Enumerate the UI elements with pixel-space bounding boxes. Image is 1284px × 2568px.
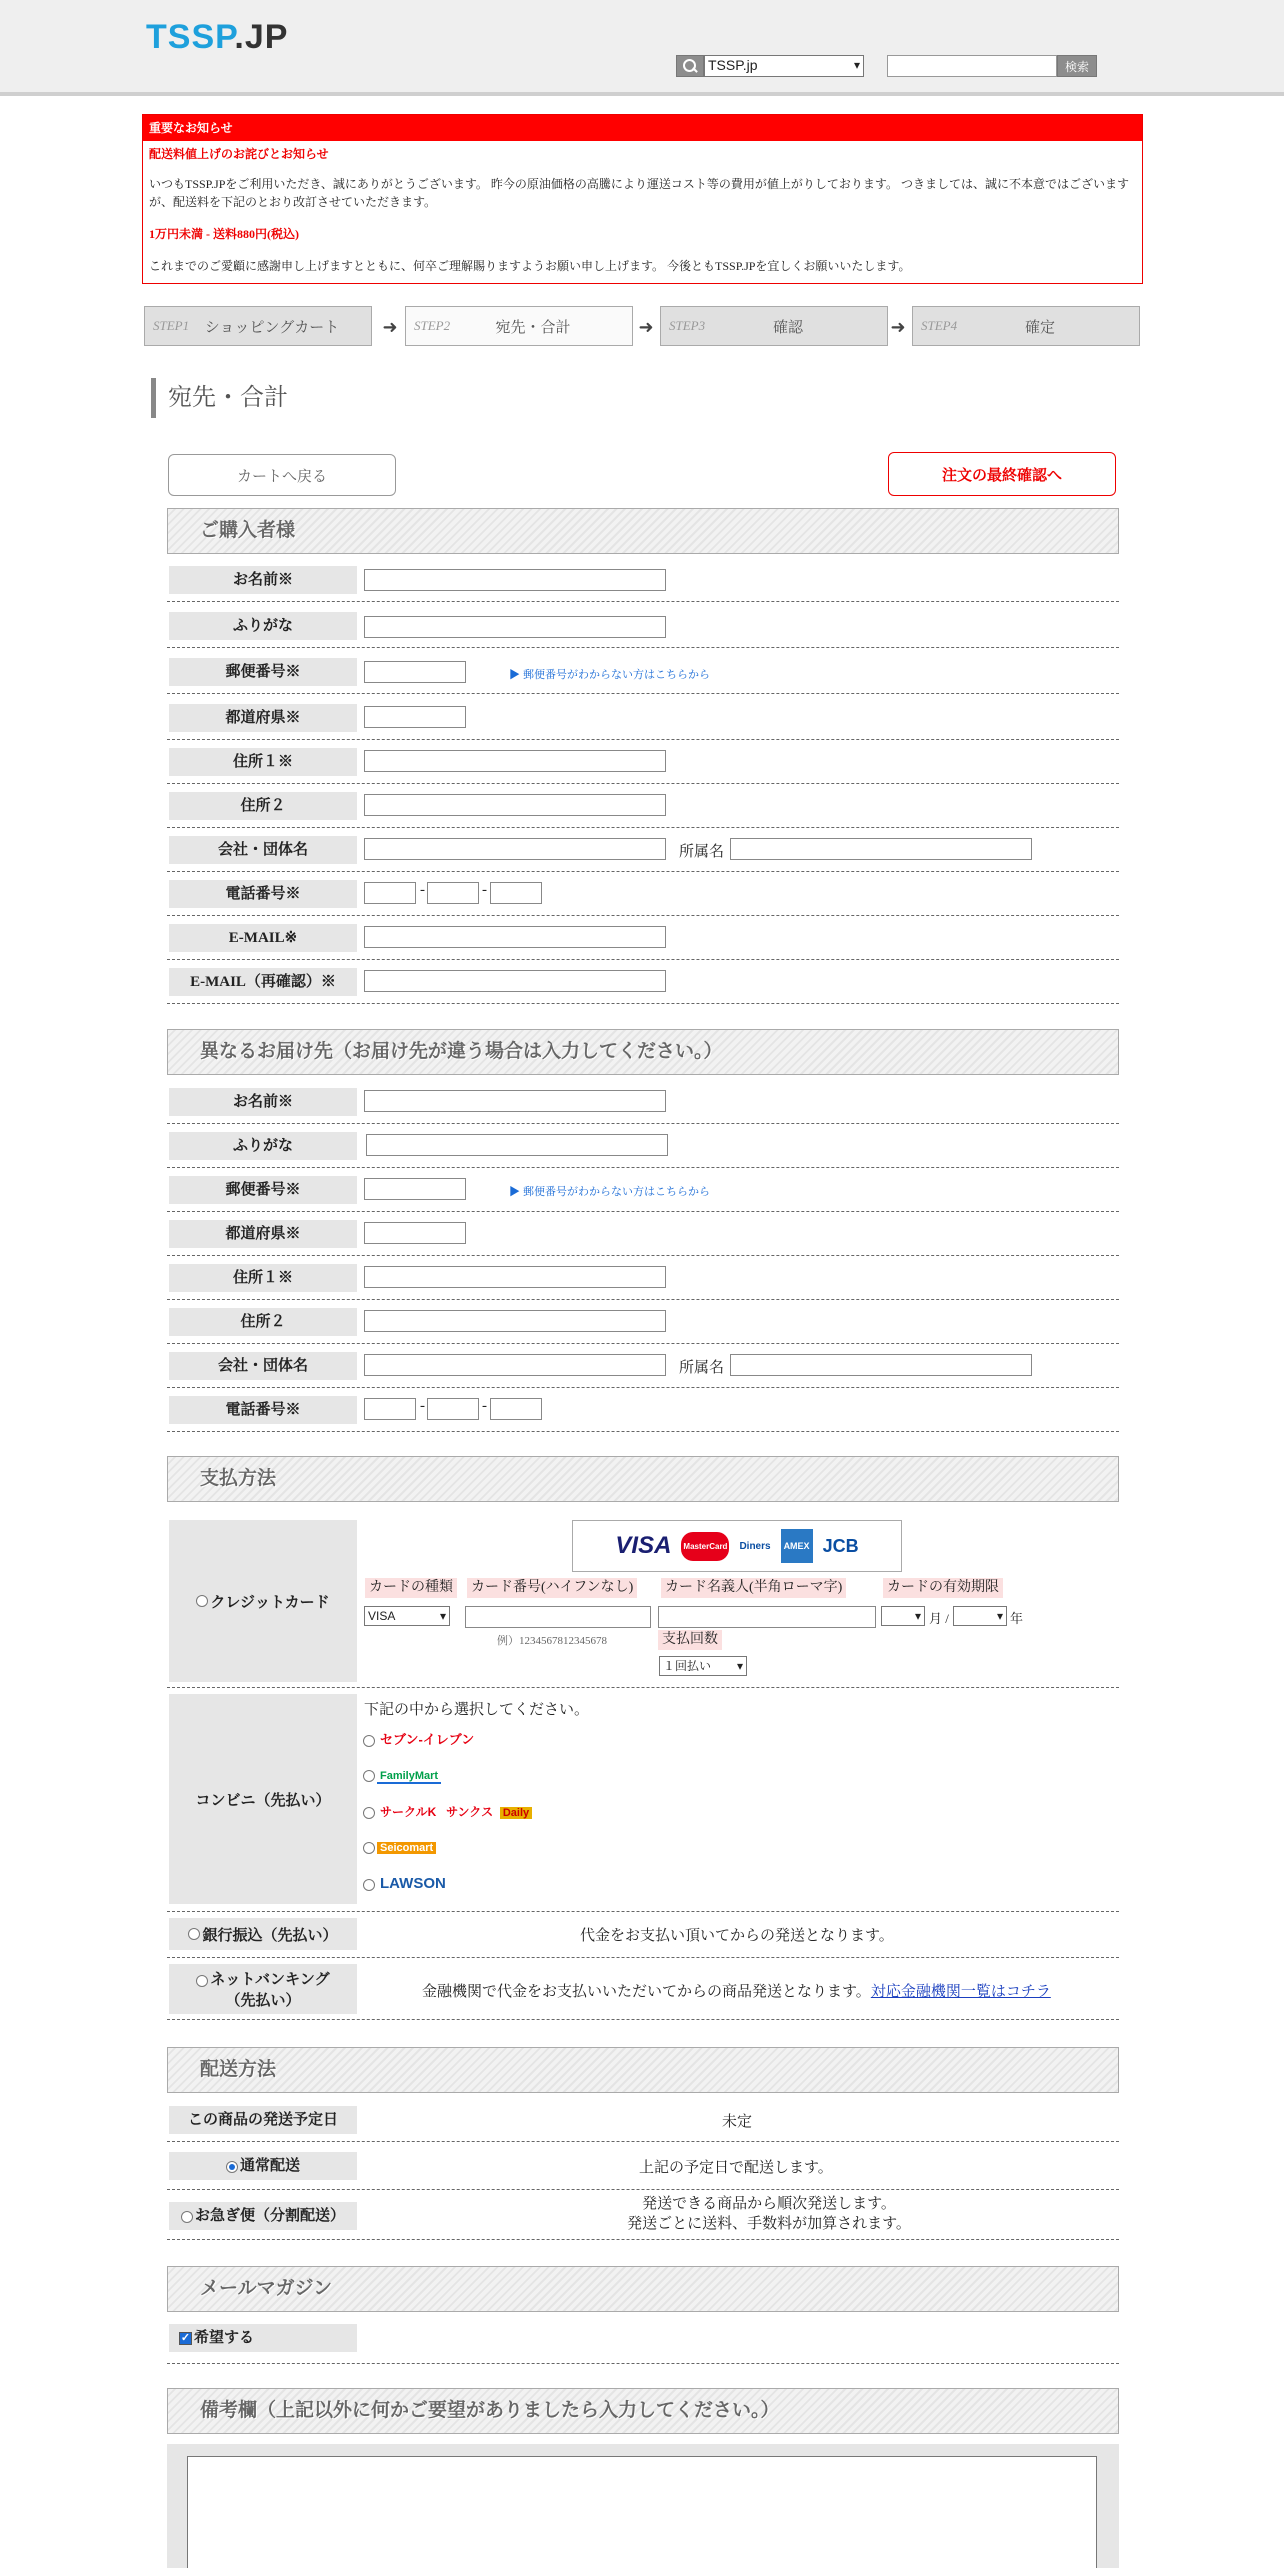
- form-row-tel: [167, 872, 1119, 916]
- conveni-lawson[interactable]: LAWSON: [363, 1874, 449, 1894]
- search-icon: [676, 55, 704, 77]
- tel-dash: -: [420, 882, 425, 898]
- expiry-month-select[interactable]: [881, 1606, 925, 1626]
- field-label: 都道府県※: [169, 704, 357, 732]
- shipping-row-express: [167, 2190, 1119, 2240]
- address2-input[interactable]: [364, 794, 666, 816]
- conveni-instruction: 下記の中から選択してください。: [364, 1702, 590, 1718]
- arrow-right-icon: ➜: [638, 317, 654, 337]
- zip-input[interactable]: [364, 661, 466, 683]
- conveni-familymart[interactable]: FamilyMart: [363, 1766, 441, 1786]
- step-1: STEP1 ショッピングカート: [144, 306, 372, 346]
- delivery-dept-input[interactable]: [730, 1354, 1032, 1376]
- step-4: STEP4 確定: [912, 306, 1140, 346]
- field-label: 住所２: [169, 792, 357, 820]
- conveni-circlek-sunkus-daily[interactable]: サークルK サンクス Daily: [363, 1802, 532, 1823]
- payment-heading: 支払方法: [167, 1456, 1119, 1502]
- notice-subtitle: 配送料値上げのお詫びとお知らせ: [149, 147, 329, 161]
- form-row-kana: [167, 1124, 1119, 1168]
- memo-heading: 備考欄（上記以外に何かご要望がありましたら入力してください。）: [167, 2388, 1119, 2434]
- field-label: この商品の発送予定日: [169, 2106, 357, 2134]
- ship-date-value: 未定: [722, 2114, 753, 2130]
- card-number-label: カード番号(ハイフンなし): [467, 1578, 637, 1598]
- purchaser-heading: ご購入者様: [167, 508, 1119, 554]
- radio-button[interactable]: [196, 1595, 208, 1607]
- dept-label: 所属名: [679, 844, 725, 860]
- shipping-row-normal: [167, 2144, 1119, 2190]
- page-title: 宛先・合計: [151, 378, 288, 418]
- expiry-year-select[interactable]: [953, 1606, 1007, 1626]
- card-holder-input[interactable]: [658, 1606, 876, 1628]
- form-row-zip: [167, 650, 1119, 694]
- card-number-input[interactable]: [465, 1606, 651, 1628]
- expiry-label: カードの有効期限: [883, 1578, 1003, 1598]
- bank-transfer-option[interactable]: 銀行振込（先払い）: [169, 1918, 357, 1950]
- shipping-row-date: [167, 2098, 1119, 2142]
- memo-container: [167, 2444, 1119, 2568]
- shipping-heading: 配送方法: [167, 2047, 1119, 2093]
- installments-select[interactable]: １回払い ▾: [659, 1656, 747, 1676]
- important-notice: [142, 114, 1143, 284]
- prefecture-input[interactable]: [364, 706, 466, 728]
- radio-button[interactable]: [226, 2161, 238, 2173]
- normal-shipping-desc: 上記の予定日で配送します。: [639, 2160, 833, 2176]
- tel-dash: -: [482, 1398, 487, 1414]
- installments-label: 支払回数: [658, 1630, 722, 1650]
- field-label: 電話番号※: [169, 1396, 357, 1424]
- site-header: [0, 0, 1284, 96]
- delivery-tel3-input[interactable]: [490, 1398, 542, 1420]
- form-row-pref: [167, 696, 1119, 740]
- delivery-tel2-input[interactable]: [427, 1398, 479, 1420]
- email-confirm-input[interactable]: [364, 970, 666, 992]
- card-type-select[interactable]: VISA ▾: [364, 1606, 450, 1626]
- card-logos: [572, 1520, 902, 1572]
- field-label: 郵便番号※: [169, 658, 357, 686]
- form-row-name: [167, 1080, 1119, 1124]
- name-input[interactable]: [364, 569, 666, 591]
- notice-price-line: 1万円未満 - 送料880円(税込): [149, 227, 299, 241]
- field-label: 住所２: [169, 1308, 357, 1336]
- dept-input[interactable]: [730, 838, 1032, 860]
- tel-dash: -: [420, 1398, 425, 1414]
- field-label: 電話番号※: [169, 880, 357, 908]
- payment-row-netbank: [167, 1960, 1119, 2020]
- form-row-kana: [167, 604, 1119, 648]
- conveni-option-label: コンビニ（先払い）: [169, 1694, 357, 1904]
- radio-button: [363, 1842, 375, 1854]
- tel3-input[interactable]: [490, 882, 542, 904]
- search-button[interactable]: 検索: [1057, 55, 1097, 77]
- newsletter-row: [167, 2318, 1119, 2364]
- site-logo[interactable]: TSSP.JP: [146, 18, 289, 56]
- notice-closing: これまでのご愛顧に感謝申し上げますとともに、何卒ご理解賜りますようお願い申し上げます。 今後ともTSSP.JPを宜しくお願いいたします。: [149, 259, 911, 273]
- form-row-addr2: [167, 1300, 1119, 1344]
- newsletter-heading: メールマガジン: [167, 2266, 1119, 2312]
- delivery-address1-input[interactable]: [364, 1266, 666, 1288]
- card-holder-label: カード名義人(半角ローマ字): [661, 1578, 846, 1598]
- amex-icon: AMEX: [781, 1529, 813, 1563]
- radio-button: [363, 1807, 375, 1819]
- payment-row-credit: [167, 1516, 1119, 1688]
- diners-icon: Diners: [739, 1540, 771, 1552]
- tel2-input[interactable]: [427, 882, 479, 904]
- delivery-kana-input[interactable]: [366, 1134, 668, 1156]
- delivery-tel1-input[interactable]: [364, 1398, 416, 1420]
- netbanking-desc: 金融機関で代金をお支払いいただいてからの商品発送となります。対応金融機関一覧はコチラ: [422, 1984, 1051, 2000]
- express-shipping-desc: 発送できる商品から順次発送します。 発送ごとに送料、手数料が加算されます。: [627, 2196, 911, 2232]
- field-label: E-MAIL（再確認）※: [169, 968, 357, 996]
- notice-title: 重要なお知らせ: [143, 115, 1142, 141]
- delivery-prefecture-input[interactable]: [364, 1222, 466, 1244]
- field-label: ふりがな: [169, 612, 357, 640]
- bank-transfer-desc: 代金をお支払い頂いてからの発送となります。: [580, 1928, 894, 1944]
- form-row-pref: [167, 1212, 1119, 1256]
- form-row-company: [167, 1344, 1119, 1388]
- form-row-name: [167, 560, 1119, 602]
- kana-input[interactable]: [364, 616, 666, 638]
- radio-button: [363, 1735, 375, 1747]
- zip-lookup-link[interactable]: ▶ 郵便番号がわからない方はこちらから: [509, 1186, 711, 1198]
- year-label: 年: [1010, 1611, 1024, 1626]
- normal-shipping-option[interactable]: 通常配送: [169, 2152, 357, 2180]
- form-row-zip: [167, 1168, 1119, 1212]
- field-label: 都道府県※: [169, 1220, 357, 1248]
- search-input[interactable]: [887, 55, 1057, 77]
- arrow-right-icon: ➜: [382, 317, 398, 337]
- site-select-group: [676, 55, 864, 77]
- conveni-711[interactable]: セブン-イレブン: [363, 1730, 477, 1750]
- field-label: 会社・団体名: [169, 1352, 357, 1380]
- company-input[interactable]: [364, 838, 666, 860]
- mastercard-icon: MasterCard: [681, 1532, 729, 1561]
- conveni-seicomart[interactable]: Seicomart: [363, 1838, 436, 1858]
- form-row-addr1: [167, 1256, 1119, 1300]
- checkbox-checked-icon: ✓: [180, 2332, 191, 2345]
- radio-button: [363, 1879, 375, 1891]
- card-number-example: 例）1234567812345678: [497, 1635, 607, 1647]
- zip-lookup-link[interactable]: ▶ 郵便番号がわからない方はこちらから: [509, 669, 711, 681]
- final-confirm-button[interactable]: 注文の最終確認へ: [888, 452, 1116, 496]
- delivery-company-input[interactable]: [364, 1354, 666, 1376]
- bank-list-link[interactable]: 対応金融機関一覧はコチラ: [870, 1984, 1051, 2000]
- form-row-company: [167, 828, 1119, 872]
- radio-button[interactable]: [181, 2211, 193, 2223]
- field-label: 会社・団体名: [169, 836, 357, 864]
- site-select[interactable]: TSSP.jp ▾: [704, 55, 864, 77]
- radio-button[interactable]: [196, 1975, 208, 1987]
- field-label: 住所１※: [169, 748, 357, 776]
- notice-body: いつもTSSP.JPをご利用いただき、誠にありがとうございます。 昨今の原油価格の高騰により運送コスト等の費用が値上がりしております。 つきましては、誠に不本意ではございますが、配送料を下記のとおり改訂させていただきます。: [149, 177, 1129, 209]
- form-row-email2: [167, 960, 1119, 1004]
- jcb-icon: JCB: [822, 1535, 859, 1556]
- field-label: 住所１※: [169, 1264, 357, 1292]
- memo-textarea[interactable]: [187, 2456, 1097, 2568]
- radio-button: [363, 1770, 375, 1782]
- form-row-addr2: [167, 784, 1119, 828]
- delivery-zip-input[interactable]: [364, 1178, 466, 1200]
- form-row-addr1: [167, 740, 1119, 784]
- newsletter-checkbox[interactable]: ✓ 希望する: [169, 2324, 357, 2352]
- form-row-email: [167, 916, 1119, 960]
- back-to-cart-button[interactable]: カートへ戻る: [168, 454, 396, 496]
- express-shipping-option[interactable]: お急ぎ便（分割配送）: [169, 2202, 357, 2230]
- field-label: 郵便番号※: [169, 1176, 357, 1204]
- month-label: 月 /: [929, 1611, 949, 1626]
- field-label: E-MAIL※: [169, 924, 357, 952]
- step-2: STEP2 宛先・合計: [405, 306, 633, 346]
- email-input[interactable]: [364, 926, 666, 948]
- radio-button[interactable]: [188, 1928, 200, 1940]
- card-type-label: カードの種類: [365, 1578, 457, 1598]
- step-3: STEP3 確認: [660, 306, 888, 346]
- address1-input[interactable]: [364, 750, 666, 772]
- payment-row-bank: [167, 1912, 1119, 1958]
- field-label: お名前※: [169, 1088, 357, 1116]
- field-label: お名前※: [169, 566, 357, 594]
- tel-dash: -: [482, 882, 487, 898]
- credit-card-option[interactable]: クレジットカード: [169, 1520, 357, 1682]
- form-row-tel: [167, 1388, 1119, 1432]
- netbanking-option[interactable]: ネットバンキング （先払い）: [169, 1964, 357, 2014]
- dept-label: 所属名: [679, 1360, 725, 1376]
- visa-icon: VISA: [615, 1532, 672, 1559]
- arrow-right-icon: ➜: [890, 317, 906, 337]
- delivery-name-input[interactable]: [364, 1090, 666, 1112]
- field-label: ふりがな: [169, 1132, 357, 1160]
- delivery-address2-input[interactable]: [364, 1310, 666, 1332]
- tel1-input[interactable]: [364, 882, 416, 904]
- payment-row-conveni: [167, 1690, 1119, 1912]
- delivery-heading: 異なるお届け先（お届け先が違う場合は入力してください。）: [167, 1029, 1119, 1075]
